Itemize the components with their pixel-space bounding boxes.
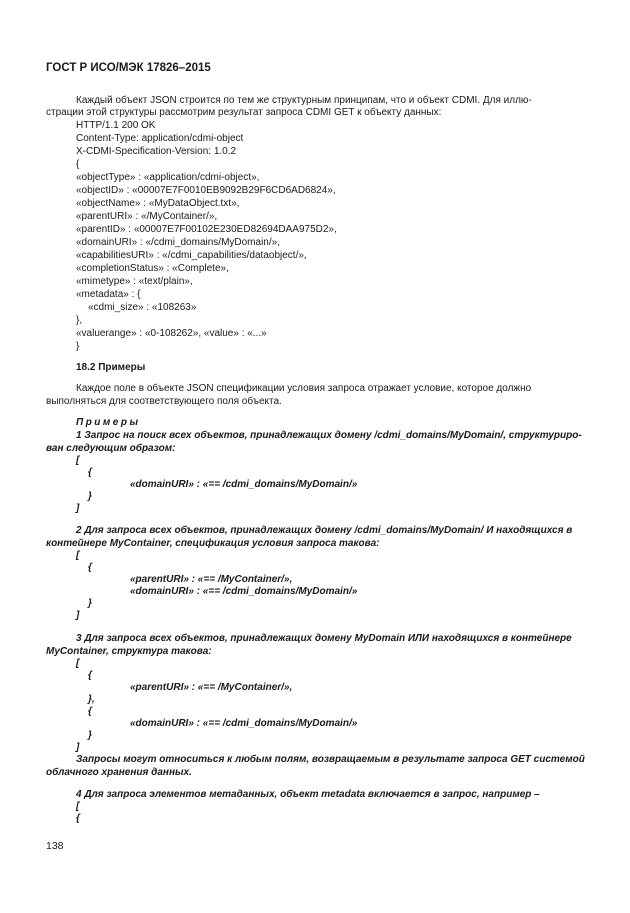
- example-code: [: [76, 455, 80, 466]
- code-line: {: [76, 159, 80, 170]
- code-line: «metadata» : {: [76, 289, 141, 300]
- code-line: },: [76, 315, 83, 326]
- example-note: Запросы могут относиться к любым полям, возвращаемым в результате запроса GET системой: [76, 754, 585, 765]
- example-text: MyContainer, структура такова:: [46, 646, 212, 657]
- code-line: }: [76, 341, 80, 352]
- example-code: ]: [76, 610, 80, 621]
- example-code: {: [76, 813, 80, 824]
- paragraph-line: страции этой структуры рассмотрим результат запроса CDMI GET к объекту данных:: [46, 107, 442, 118]
- code-line: «parentURI» : «/MyContainer/»,: [76, 211, 218, 222]
- code-line: «cdmi_size» : «108263»: [88, 302, 197, 313]
- example-text: 4 Для запроса элементов метаданных, объект metadata включается в запрос, например –: [76, 789, 540, 800]
- code-line: «parentID» : «00007E7F00102E230ED82694DAA975D2»,: [76, 224, 337, 235]
- example-text: ван следующим образом:: [46, 443, 176, 454]
- code-line: HTTP/1.1 200 OK: [76, 120, 156, 131]
- example-text: контейнере MyContainer, спецификация условия запроса такова:: [46, 538, 380, 549]
- example-text: 2 Для запроса всех объектов, принадлежащих домену /cdmi_domains/MyDomain/ И находящихся в: [76, 525, 573, 536]
- code-line: X-CDMI-Specification-Version: 1.0.2: [76, 146, 237, 157]
- example-text: 3 Для запроса всех объектов, принадлежащих домену MyDomain ИЛИ находящихся в контейнере: [76, 633, 572, 644]
- example-code: «domainURI» : «== /cdmi_domains/MyDomain/»: [130, 586, 358, 597]
- code-line: «mimetype» : «text/plain»,: [76, 276, 193, 287]
- example-code: {: [88, 706, 92, 717]
- code-line: «valuerange» : «0-108262», «value» : «...»: [76, 328, 267, 339]
- example-code: }: [88, 730, 92, 741]
- example-code: }: [88, 491, 92, 502]
- section-title: 18.2 Примеры: [76, 362, 146, 373]
- paragraph-line: Каждое поле в объекте JSON спецификации условия запроса отражает условие, которое должно: [76, 383, 532, 394]
- code-line: «capabilitiesURI» : «/cdmi_capabilities/dataobject/»,: [76, 250, 307, 261]
- code-line: «objectID» : «00007E7F0010EB9092B29F6CD6AD6824»,: [76, 185, 336, 196]
- example-text: 1 Запрос на поиск всех объектов, принадлежащих домену /cdmi_domains/MyDomain/, структуриро-: [76, 430, 582, 441]
- page-number: 138: [46, 840, 64, 852]
- example-code: [: [76, 658, 80, 669]
- example-code: {: [88, 670, 92, 681]
- example-code: «domainURI» : «== /cdmi_domains/MyDomain/»: [130, 479, 358, 490]
- paragraph-line: выполняться для соответствующего поля объекта.: [46, 396, 282, 407]
- example-code: ]: [76, 742, 80, 753]
- code-line: «domainURI» : «/cdmi_domains/MyDomain/»,: [76, 237, 280, 248]
- examples-heading: Примеры: [76, 417, 141, 428]
- example-note: облачного хранения данных.: [46, 767, 192, 778]
- example-code: [: [76, 801, 80, 812]
- example-code: },: [88, 694, 95, 705]
- code-line: «completionStatus» : «Complete»,: [76, 263, 229, 274]
- example-code: {: [88, 562, 92, 573]
- paragraph-line: Каждый объект JSON строится по тем же структурным принципам, что и объект CDMI. Для иллю-: [76, 95, 532, 106]
- example-code: [: [76, 550, 80, 561]
- example-code: «parentURI» : «== /MyContainer/»,: [130, 682, 293, 693]
- code-line: «objectName» : «MyDataObject.txt»,: [76, 198, 240, 209]
- code-line: Content-Type: application/cdmi-object: [76, 133, 244, 144]
- example-code: {: [88, 467, 92, 478]
- example-code: }: [88, 598, 92, 609]
- example-code: «parentURI» : «== /MyContainer/»,: [130, 574, 293, 585]
- document-header: ГОСТ Р ИСО/МЭК 17826–2015: [46, 62, 211, 74]
- example-code: «domainURI» : «== /cdmi_domains/MyDomain/»: [130, 718, 358, 729]
- code-line: «objectType» : «application/cdmi-object»,: [76, 172, 260, 183]
- example-code: ]: [76, 503, 80, 514]
